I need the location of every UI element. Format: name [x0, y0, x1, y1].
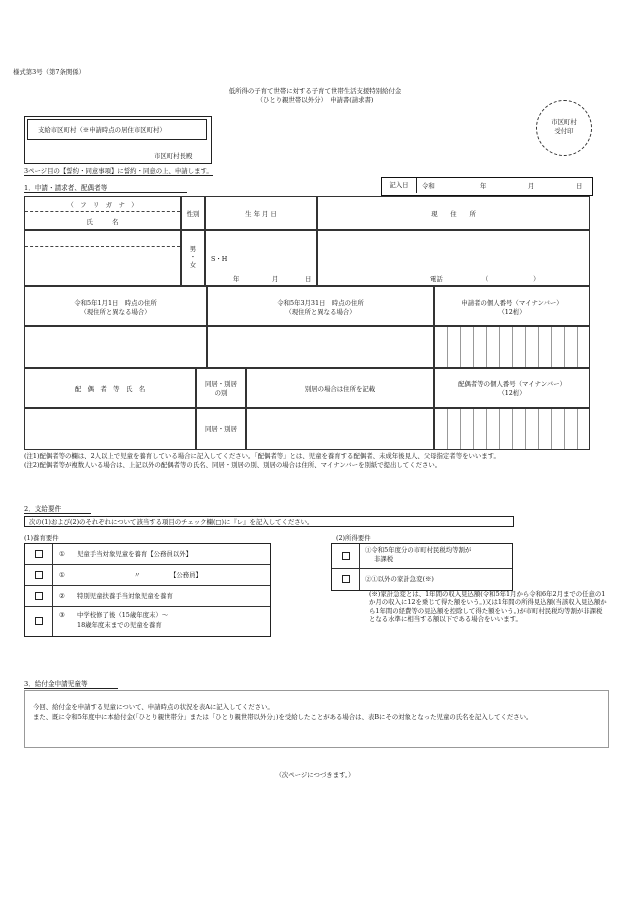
- sex-male: 男: [189, 245, 197, 253]
- addr-jan-input[interactable]: [24, 326, 207, 368]
- mynumber-l2: （12桁）: [498, 308, 526, 316]
- sex-header: [181, 196, 205, 230]
- mynumber-header: [434, 286, 590, 326]
- sex-female: 女: [189, 261, 197, 269]
- req1-text-3: 特別児童扶養手当対象児童を養育: [77, 592, 173, 600]
- req2-text-1b: 非課税: [374, 555, 394, 563]
- req1-text-4b: 18歳年度末までの児童を養育: [77, 621, 162, 629]
- req1-title: (1)養育要件: [24, 534, 59, 542]
- addr-mar-l1: 令和5年3月31日 時点の住所: [277, 299, 364, 307]
- req1-suffix-2: 【公務員】: [170, 571, 202, 579]
- req1-table: [24, 543, 271, 637]
- addr-mar-header: [207, 286, 434, 326]
- furigana-label: （ フ リ ガ ナ ）: [67, 201, 138, 209]
- req1-checkbox-2[interactable]: [35, 571, 43, 579]
- name-label: 氏 名: [86, 218, 119, 226]
- req1-num-3: ②: [59, 592, 65, 600]
- req1-checkbox-1[interactable]: [35, 550, 43, 558]
- address-label: 現 住 所: [431, 210, 476, 218]
- address-header: [317, 196, 590, 230]
- note2: (注2)配偶者等が複数人いる場合は、上記以外の配偶者等の氏名、同居・別居の別、別居の場合は住所、マイナンバーを別紙で提出してください。: [24, 461, 442, 469]
- sp-mynumber-header: [434, 368, 590, 408]
- spouse-name-label: 配 偶 者 等 氏 名: [74, 385, 146, 393]
- spouse-name-header: [24, 368, 196, 408]
- phone-paren: （ ）: [482, 275, 540, 283]
- section2-title: 2．支給要件: [24, 505, 91, 514]
- birth-year-unit: 年: [233, 275, 240, 283]
- req1-num-2: ①: [59, 571, 65, 579]
- birth-label: 生 年 月 日: [245, 210, 277, 218]
- separate-addr-header: [246, 368, 434, 408]
- applicant-name-input[interactable]: [24, 230, 181, 286]
- cohab-l1: 同居・別居: [205, 380, 237, 388]
- req1-text-1: 児童手当対象児童を養育【公務員以外】: [77, 550, 193, 558]
- req2-checkbox-2[interactable]: [342, 575, 350, 583]
- birthdate-input[interactable]: [205, 230, 317, 286]
- mynumber-input[interactable]: [434, 326, 590, 368]
- title-line1: 低所得の子育て世帯に対する子育て世帯生活支援特別給付金: [228, 87, 402, 95]
- req2-title: (2)所得要件: [336, 534, 371, 542]
- req1-checkbox-3[interactable]: [35, 592, 43, 600]
- current-address-input[interactable]: [317, 230, 590, 286]
- cohab-l2: の別: [214, 389, 228, 397]
- addr-jan-l2: （現住所と異なる場合）: [80, 308, 151, 316]
- sp-mynumber-input[interactable]: [434, 408, 590, 450]
- birth-header: [205, 196, 317, 230]
- req1-text-2: 〃: [134, 571, 141, 579]
- birth-month-unit: 月: [272, 275, 279, 283]
- entry-date-day: 日: [576, 182, 583, 190]
- req1-checkbox-4[interactable]: [35, 617, 43, 625]
- req1-text-4: 中学校修了後（15歳年度末）～: [77, 611, 169, 619]
- req2-note: (※)家計急変とは、1年間の収入見込額(令和5年1月から令和6年2月までの任意の1か月の収入に12を乗じて得た額をいう。)又は1年間の所得見込額(当該収入見込額から1年間の経費等の見込額を控除して得た額をいう。)が市町村民税均等割が非課税となる水準に相当する額以下である場合をいいます。: [369, 590, 607, 624]
- entry-date-box: [381, 177, 593, 196]
- entry-date-label: 記入日: [382, 178, 417, 193]
- phone-label: 電話: [430, 275, 443, 283]
- entry-date-era: 令和: [422, 182, 435, 190]
- section2-instruction: 次の(1)および(2)のそれぞれについて該当する項目のチェック欄(□)に『レ』を記入してください。: [29, 518, 314, 526]
- sex-sep: ・: [189, 253, 197, 261]
- section3-line1: 今回、給付金を申請する児童について、申請時点の状況を表Aに記入してください。: [33, 703, 274, 711]
- section2-instruction-box: [24, 516, 514, 527]
- req2-text-2: ②①以外の家計急変(※): [365, 575, 434, 583]
- req2-checkbox-1[interactable]: [342, 552, 350, 560]
- cohab-header: [196, 368, 246, 408]
- cohab-value: 同居・別居: [205, 425, 237, 433]
- payer-label: 支給市区町村（※申請時点の居住市区町村）: [38, 126, 166, 134]
- sp-mynumber-l2: （12桁）: [498, 389, 526, 397]
- sex-input[interactable]: [181, 230, 205, 286]
- req1-num-1: ①: [59, 550, 65, 558]
- reception-stamp: [536, 100, 592, 156]
- mynumber-l1: 申請者の個人番号（マイナンバー）: [461, 299, 563, 307]
- req2-text-1: ①令和5年度分の市町村民税均等割が: [365, 546, 472, 554]
- addressee: 市区町村長殿: [154, 152, 193, 160]
- form-id: 様式第3号（第7条関係）: [13, 68, 86, 76]
- note1: (注1)配偶者等の欄は、2人以上で児童を養育している場合に記入してください。「配偶者等」とは、児童を養育する配偶者、未成年後見人、父母指定者等をいいます。: [24, 452, 500, 460]
- sp-mynumber-l1: 配偶者等の個人番号（マイナンバー）: [458, 380, 566, 388]
- spouse-name-input[interactable]: [24, 408, 196, 450]
- section1-title: 1．申請・請求者、配偶者等: [24, 184, 187, 193]
- section3-line2: また、既に令和5年度中に本給付金(「ひとり親世帯分」または「ひとり親世帯以外分」)を受給したことがある場合は、表Bにその対象となった児童の氏名を記入してください。: [33, 713, 533, 721]
- addr-jan-header: [24, 286, 207, 326]
- era-options: S・H: [211, 255, 228, 263]
- stamp-line2: 受付印: [554, 127, 574, 135]
- name-header: [24, 196, 181, 230]
- addr-mar-l2: （現住所と異なる場合）: [285, 308, 356, 316]
- entry-date-month: 月: [528, 182, 535, 190]
- cohab-input[interactable]: [196, 408, 246, 450]
- footer-note: （次ページにつづきます。）: [275, 771, 355, 779]
- section3-title: 3．給付金申請児童等: [24, 680, 118, 689]
- addr-jan-l1: 令和5年1月1日 時点の住所: [74, 299, 157, 307]
- section3-box: [24, 690, 609, 748]
- stamp-line1: 市区町村: [551, 118, 577, 126]
- separate-addr-input[interactable]: [246, 408, 434, 450]
- entry-date-year: 年: [480, 182, 487, 190]
- sex-label: 性別: [186, 210, 200, 218]
- title-line2: （ひとり親世帯以外分） 申請書(請求書): [256, 96, 374, 104]
- separate-addr-label: 別居の場合は住所を記載: [304, 385, 376, 393]
- req1-num-4: ③: [59, 611, 65, 619]
- addr-mar-input[interactable]: [207, 326, 434, 368]
- req2-table: [331, 543, 513, 591]
- birth-day-unit: 日: [305, 275, 312, 283]
- instruction: 3ページ目の【誓約・同意事項】に誓約・同意の上、申請します。: [24, 167, 213, 175]
